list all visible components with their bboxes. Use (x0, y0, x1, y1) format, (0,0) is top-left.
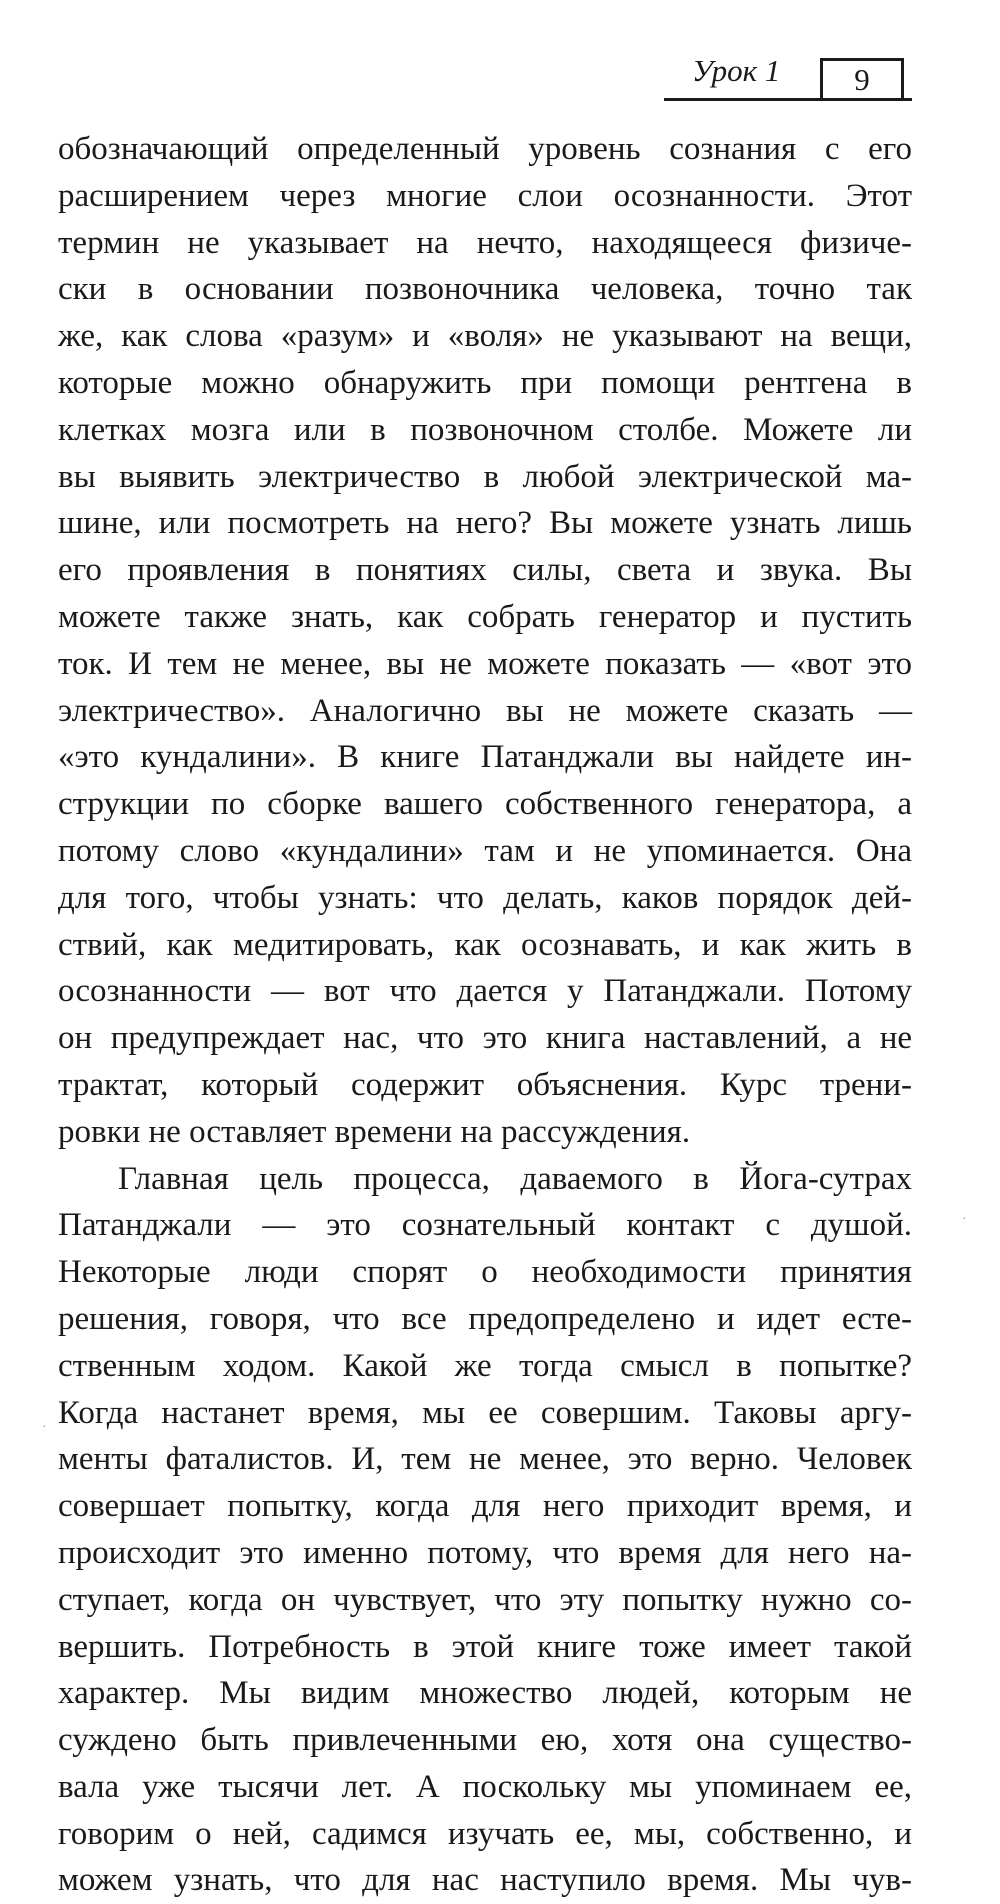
text-line: для того, чтобы узнать: что делать, каков порядок дей- (58, 879, 912, 916)
body-text (58, 126, 912, 1904)
text-line: клетках мозга или в позвоночном столбе. Можете ли (58, 411, 912, 448)
text-line: характер. Мы видим множество людей, которым не (58, 1675, 912, 1712)
text-line: говорим о ней, садимся изучать ее, мы, собственно, и (58, 1815, 912, 1852)
text-line: термин не указывает на нечто, находящееся физиче- (58, 224, 912, 261)
text-line: ски в основании позвоночника человека, точно так (58, 271, 912, 308)
text-line: расширением через многие слои осознанности. Этот (58, 177, 912, 214)
text-line: обозначающий определенный уровень сознания с его (58, 131, 912, 167)
running-head (664, 48, 912, 104)
text-line: он предупреждает нас, что это книга наставлений, а не (58, 1020, 912, 1057)
text-line: вала уже тысячи лет. А поскольку мы упоминаем ее, (58, 1768, 912, 1805)
text-line: Некоторые люди спорят о необходимости принятия (58, 1254, 912, 1291)
text-line: его проявления в понятиях силы, света и звука. Вы (58, 552, 912, 589)
text-line: осознанности — вот что дается у Патанджали. Потому (58, 973, 912, 1010)
header-rule (664, 98, 912, 101)
text-line: Патанджали — это сознательный контакт с душой. (58, 1207, 912, 1244)
text-line: Главная цель процесса, даваемого в Йога-сутрах (118, 1160, 912, 1197)
text-line: которые можно обнаружить при помощи рентгена в (58, 364, 912, 401)
text-line: шине, или посмотреть на него? Вы можете узнать лишь (58, 505, 912, 542)
text-line: электричество». Аналогично вы не можете сказать — (58, 692, 912, 729)
scan-mark: · (962, 1212, 967, 1227)
text-line: потому слово «кундалини» там и не упоминается. Она (58, 832, 912, 869)
text-line: можете также знать, как собрать генератор и пустить (58, 598, 912, 635)
text-line: ственным ходом. Какой же тогда смысл в попытке? (58, 1347, 912, 1384)
text-line: ступает, когда он чувствует, что эту попытку нужно со- (58, 1581, 912, 1618)
text-line: «это кундалини». В книге Патанджали вы найдете ин- (58, 739, 912, 776)
text-line: вы выявить электричество в любой электрической ма- (58, 458, 912, 495)
text-line: же, как слова «разум» и «воля» не указывают на вещи, (58, 318, 912, 355)
text-line: происходит это именно потому, что время для него на- (58, 1534, 912, 1571)
text-line: Когда настанет время, мы ее совершим. Таковы аргу- (58, 1394, 912, 1431)
text-line: совершает попытку, когда для него приходит время, и (58, 1488, 912, 1525)
scan-mark: · (42, 1420, 47, 1435)
text-line: трактат, который содержит объяснения. Курс трени- (58, 1066, 912, 1103)
page-number: 9 (820, 58, 904, 100)
paragraph-2 (58, 1156, 912, 1904)
text-line: ровки не оставляет времени на рассуждения. (58, 1113, 691, 1150)
text-line: ток. И тем не менее, вы не можете показать — «вот это (58, 645, 912, 682)
text-line: струкции по сборке вашего собственного генератора, а (58, 786, 912, 823)
lesson-label: Урок 1 (692, 53, 781, 88)
text-line: менты фаталистов. И, тем не менее, это верно. Человек (58, 1441, 912, 1478)
text-line: ствий, как медитировать, как осознавать, и как жить в (58, 926, 912, 963)
text-line: суждено быть привлеченными ею, хотя она существо- (58, 1722, 912, 1759)
text-line: решения, говоря, что все предопределено и идет есте- (58, 1300, 912, 1337)
text-line: вершить. Потребность в этой книге тоже имеет такой (58, 1628, 912, 1665)
paragraph-1 (58, 126, 912, 1156)
text-line: можем узнать, что для нас наступило время. Мы чув- (58, 1862, 912, 1899)
